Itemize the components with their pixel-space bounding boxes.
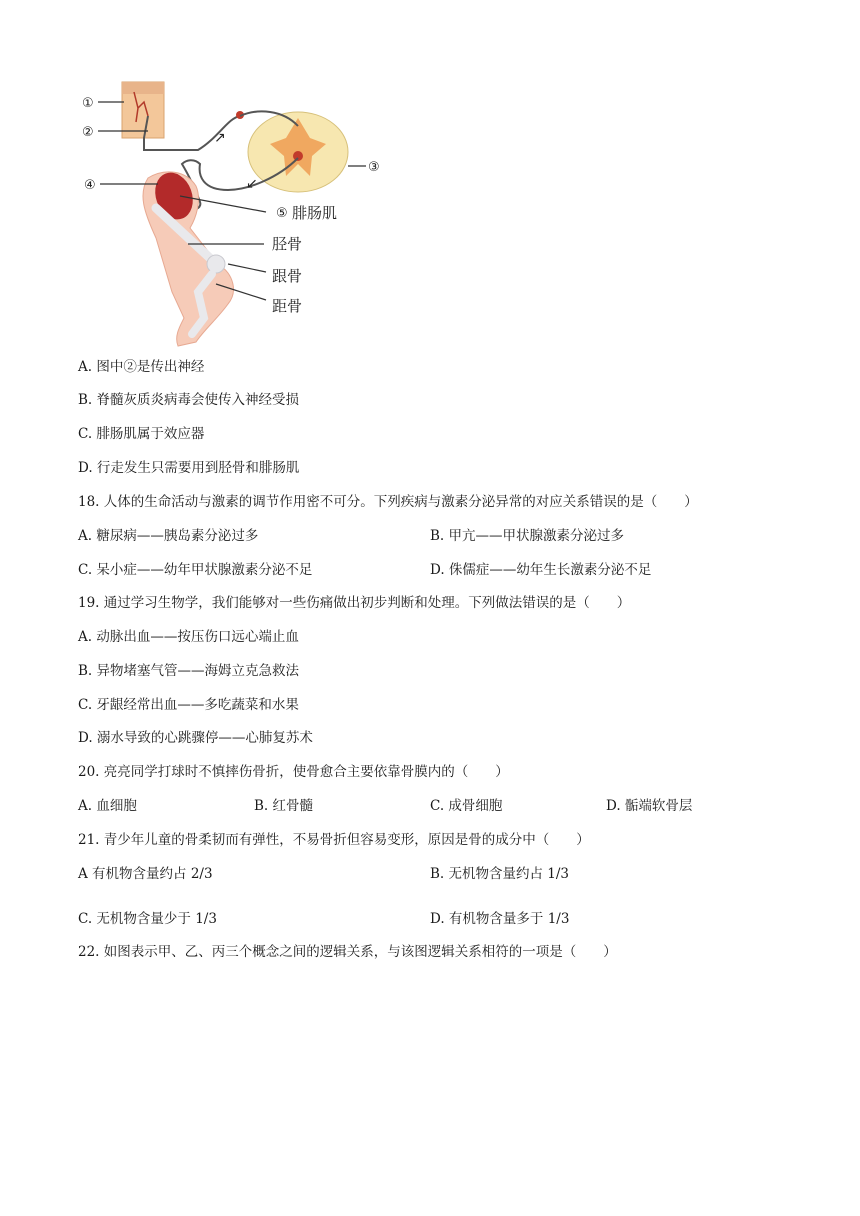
q22-stem: 22. 如图表示甲、乙、丙三个概念之间的逻辑关系，与该图逻辑关系相符的一项是（ ） bbox=[78, 944, 617, 960]
q20-option-c: C. 成骨细胞 bbox=[430, 798, 503, 814]
q21-option-c: C. 无机物含量少于 1/3 bbox=[78, 911, 217, 927]
label-4: ④ bbox=[84, 178, 96, 193]
label-calcaneus: 跟骨 bbox=[272, 267, 303, 285]
q20-option-d: D. 骺端软骨层 bbox=[606, 798, 693, 814]
label-5: ⑤ bbox=[276, 206, 288, 221]
q20-stem: 20. 亮亮同学打球时不慎摔伤骨折，使骨愈合主要依靠骨膜内的（ ） bbox=[78, 764, 509, 780]
q21-option-a: A 有机物含量约占 2/3 bbox=[78, 866, 213, 882]
q19-option-b: B. 异物堵塞气管——海姆立克急救法 bbox=[78, 663, 300, 679]
q20-option-b: B. 红骨髓 bbox=[254, 798, 314, 814]
label-tibia: 胫骨 bbox=[272, 235, 303, 253]
q19-option-d: D. 溺水导致的心跳骤停——心肺复苏术 bbox=[78, 730, 313, 746]
q20-option-a: A. 血细胞 bbox=[78, 798, 137, 814]
q18-option-b: B. 甲亢——甲状腺激素分泌过多 bbox=[430, 528, 625, 544]
q17-option-a: A. 图中②是传出神经 bbox=[78, 359, 205, 375]
label-2: ② bbox=[82, 125, 94, 140]
label-talus: 距骨 bbox=[272, 297, 303, 315]
q21-stem: 21. 青少年儿童的骨柔韧而有弹性，不易骨折但容易变形，原因是骨的成分中（ ） bbox=[78, 832, 590, 848]
label-3: ③ bbox=[368, 160, 380, 175]
label-gastrocnemius: 腓肠肌 bbox=[292, 204, 338, 222]
reflex-arc-figure bbox=[78, 78, 388, 348]
q18-option-c: C. 呆小症——幼年甲状腺激素分泌不足 bbox=[78, 562, 313, 578]
q18-stem: 18. 人体的生命活动与激素的调节作用密不可分。下列疾病与激素分泌异常的对应关系错误的是（ ） bbox=[78, 494, 698, 510]
q17-option-b: B. 脊髓灰质炎病毒会使传入神经受损 bbox=[78, 392, 300, 408]
q18-option-a: A. 糖尿病——胰岛素分泌过多 bbox=[78, 528, 259, 544]
label-1: ① bbox=[82, 96, 94, 111]
reflex-arc-illustration bbox=[78, 78, 388, 348]
q19-stem: 19. 通过学习生物学，我们能够对一些伤痛做出初步判断和处理。下列做法错误的是（ ） bbox=[78, 595, 631, 611]
q17-option-d: D. 行走发生只需要用到胫骨和腓肠肌 bbox=[78, 460, 300, 476]
q21-option-b: B. 无机物含量约占 1/3 bbox=[430, 866, 570, 882]
svg-text:↙: ↙ bbox=[246, 176, 258, 192]
q17-option-c: C. 腓肠肌属于效应器 bbox=[78, 426, 205, 442]
svg-text:↗: ↗ bbox=[214, 130, 226, 146]
q19-option-a: A. 动脉出血——按压伤口远心端止血 bbox=[78, 629, 299, 645]
q18-option-d: D. 侏儒症——幼年生长激素分泌不足 bbox=[430, 562, 652, 578]
q19-option-c: C. 牙龈经常出血——多吃蔬菜和水果 bbox=[78, 697, 299, 713]
q21-option-d: D. 有机物含量多于 1/3 bbox=[430, 911, 570, 927]
